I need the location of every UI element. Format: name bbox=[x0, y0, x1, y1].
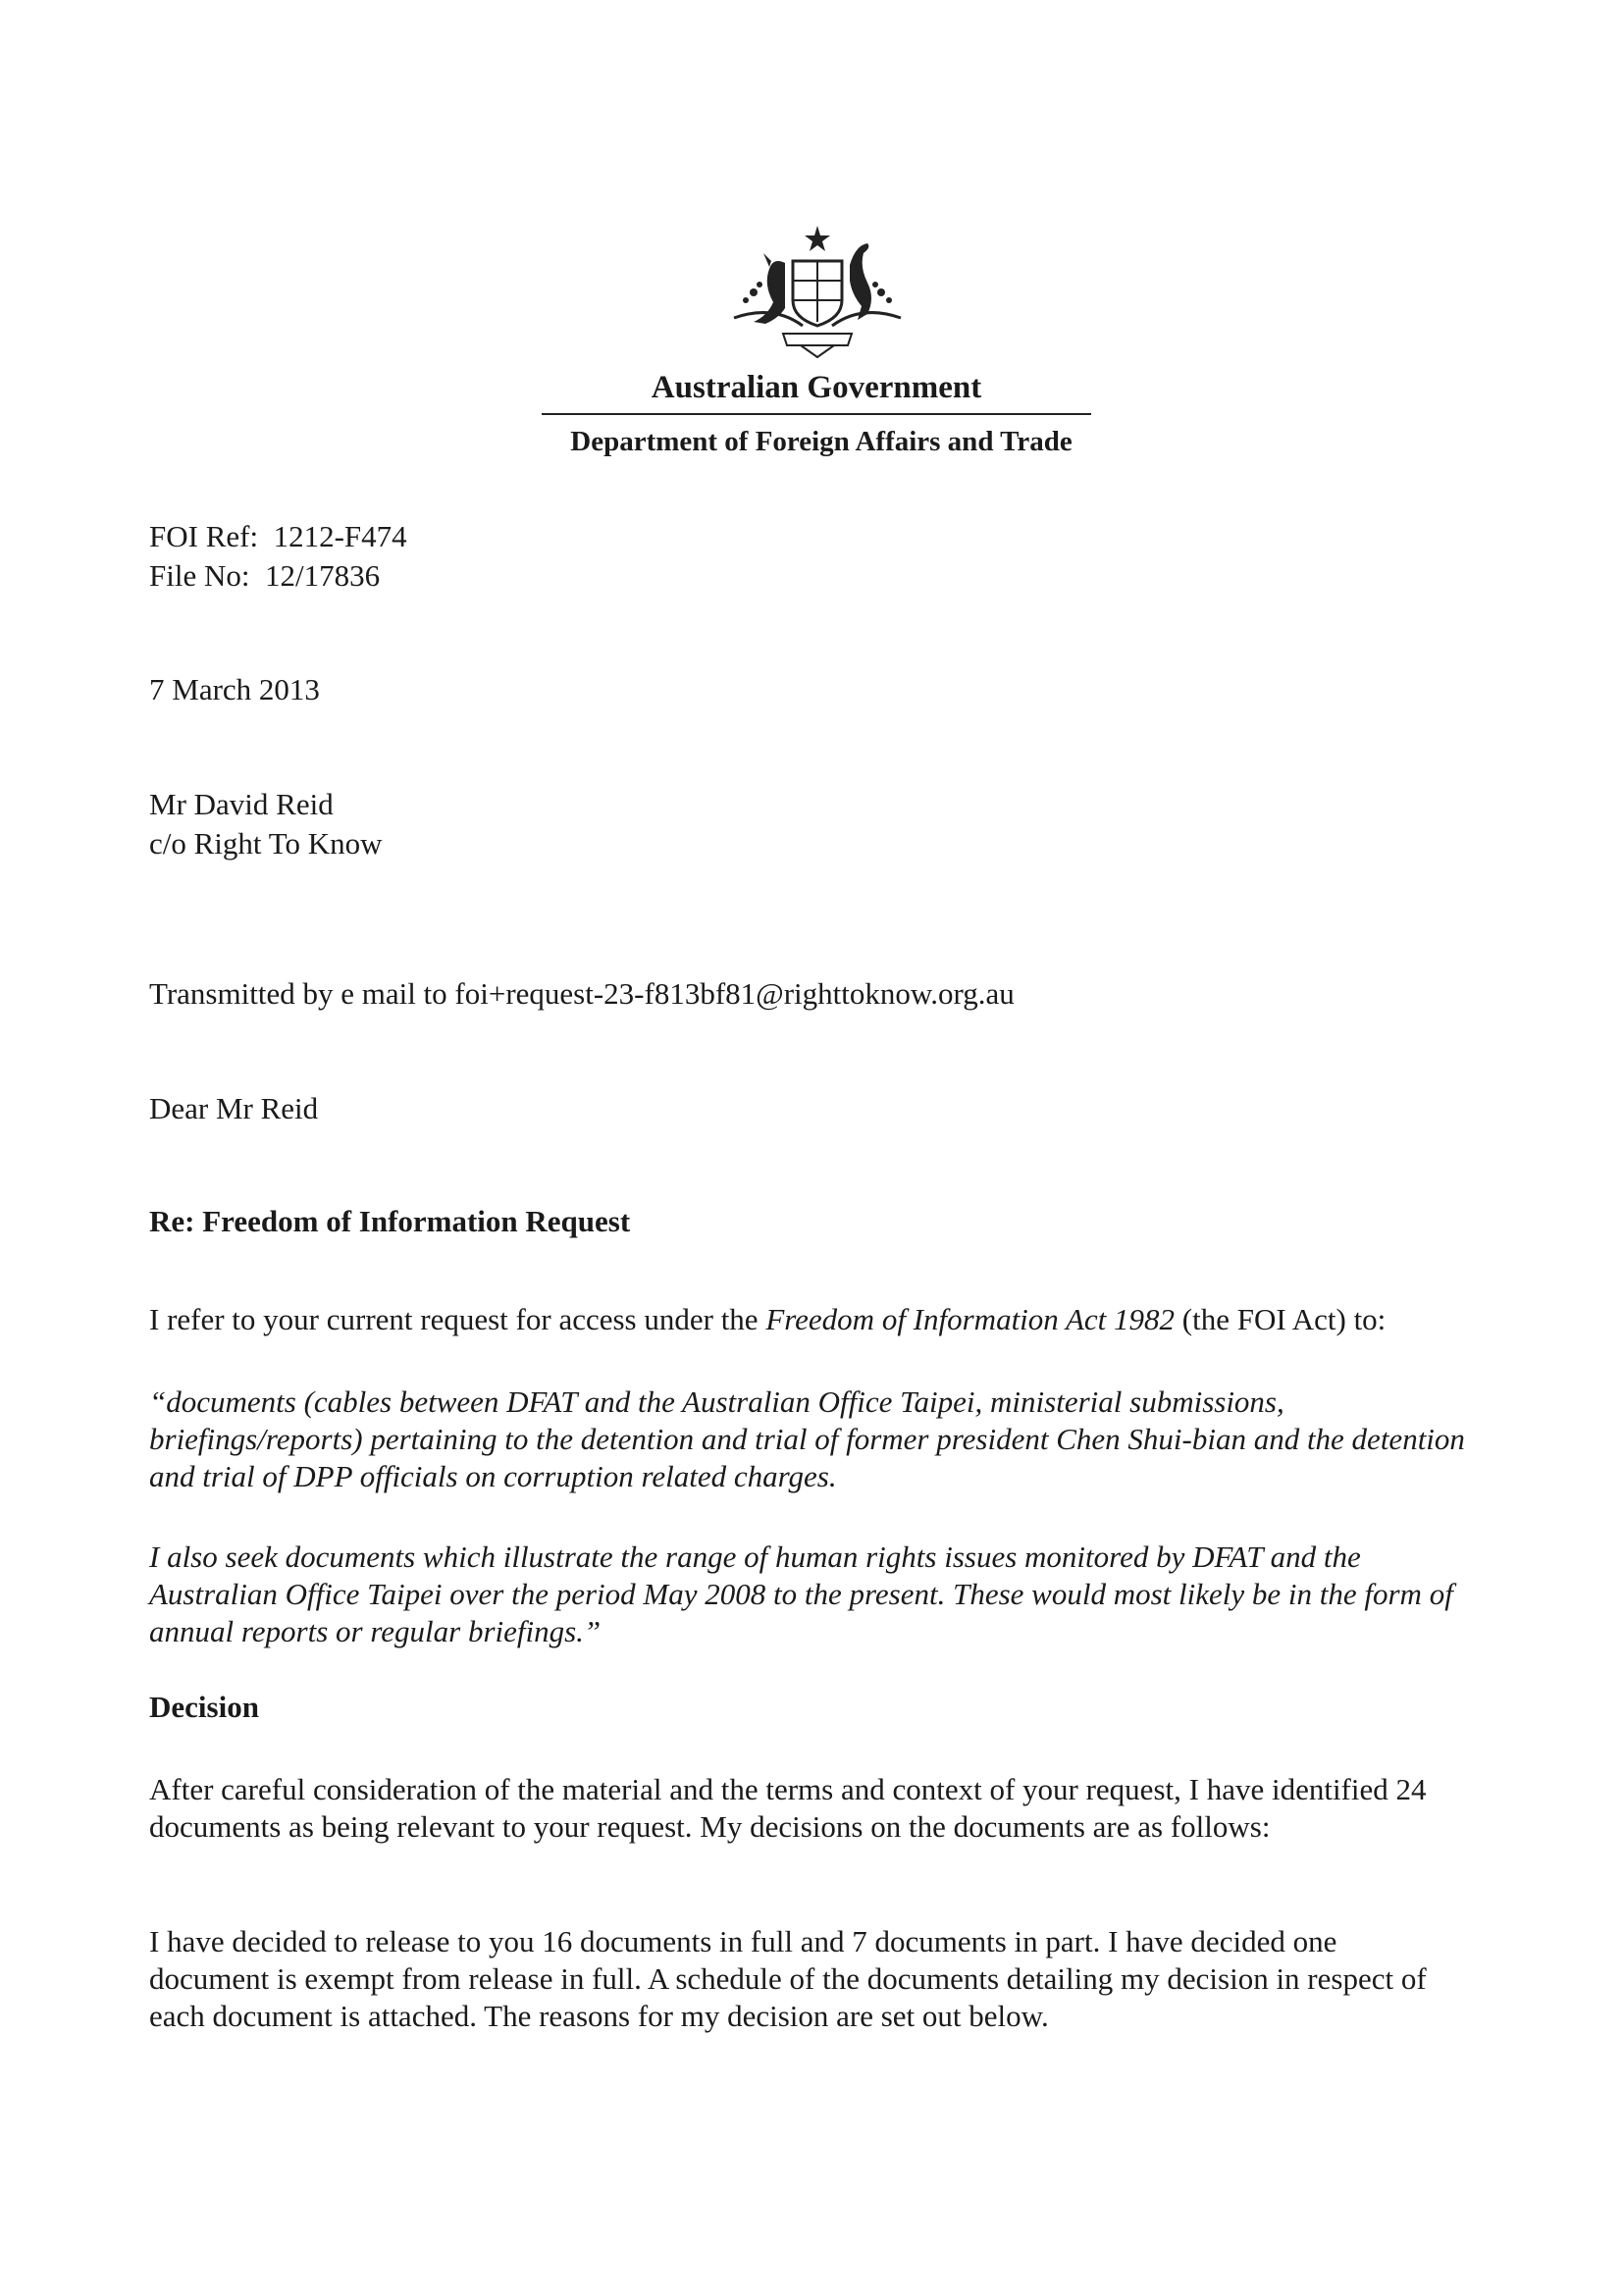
foi-ref-line bbox=[149, 517, 407, 556]
department-name: Department of Foreign Affairs and Trade bbox=[570, 426, 1073, 457]
intro-text-after: (the FOI Act) to: bbox=[1175, 1302, 1387, 1336]
recipient-care-of: c/o Right To Know bbox=[149, 826, 383, 861]
recipient-name: Mr David Reid bbox=[149, 787, 334, 821]
act-name: Freedom of Information Act 1982 bbox=[765, 1302, 1176, 1336]
decision-paragraph-1: After careful consideration of the material and the terms and context of your request, I have identified 24 documents as being relevant to your request. My decisions on the documents are as follows: bbox=[149, 1772, 1427, 1844]
transmittal-line: Transmitted by e mail to foi+request-23-f813bf81@righttoknow.org.au bbox=[149, 976, 1015, 1011]
subject-heading: Re: Freedom of Information Request bbox=[149, 1204, 631, 1238]
government-title: Australian Government bbox=[651, 370, 982, 405]
file-no-line bbox=[149, 556, 380, 596]
foi-ref-label: FOI Ref: bbox=[149, 519, 259, 553]
letter-date: 7 March 2013 bbox=[149, 672, 320, 706]
intro-text-before: I refer to your current request for access under the bbox=[149, 1302, 766, 1336]
file-no-label: File No: bbox=[149, 558, 250, 593]
intro-paragraph bbox=[149, 1301, 1474, 1338]
header-divider bbox=[542, 413, 1091, 415]
foi-ref-value: 1212-F474 bbox=[273, 519, 407, 553]
file-no-value: 12/17836 bbox=[264, 558, 381, 593]
quoted-request-paragraph-2: I also seek documents which illustrate the range of human rights issues monitored by DFAT and the Australian Office Taipei over the period May 2008 to the present. These would most likely be in the form of annual reports or regular briefings.” bbox=[149, 1539, 1453, 1648]
coat-of-arms-logo bbox=[724, 224, 911, 361]
quoted-request-paragraph-1: “documents (cables between DFAT and the Australian Office Taipei, ministerial submissions, briefings/reports) pertaining to the detention and trial of former president Chen Shui-bian and the detention and trial of DPP officials on corruption related charges. bbox=[149, 1384, 1465, 1493]
salutation: Dear Mr Reid bbox=[149, 1091, 319, 1125]
decision-heading: Decision bbox=[149, 1690, 259, 1724]
decision-paragraph-2: I have decided to release to you 16 documents in full and 7 documents in part. I have decided one document is exempt from release in full. A schedule of the documents detailing my decision in respect of each document is attached. The reasons for my decision are set out below. bbox=[149, 1924, 1427, 2033]
